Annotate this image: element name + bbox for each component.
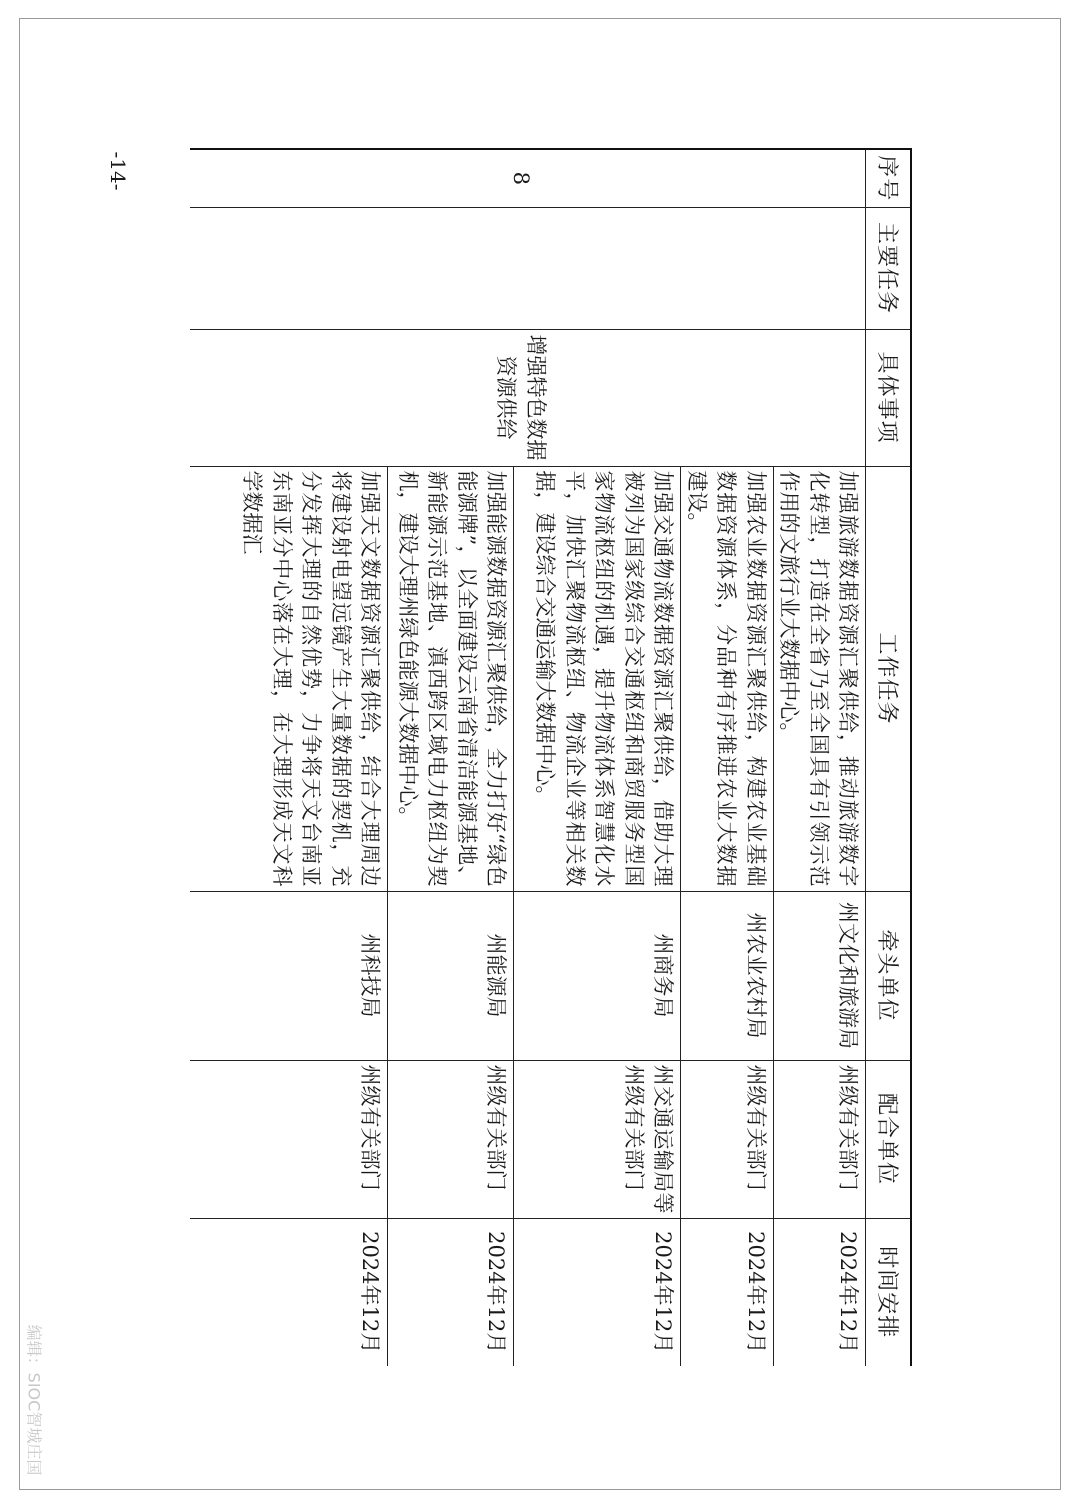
time-cell: 2024年12月 xyxy=(681,1218,774,1366)
header-lead-unit: 牵头单位 xyxy=(866,891,911,1060)
coop-unit-cell: 州级有关部门 xyxy=(681,1060,774,1218)
time-cell: 2024年12月 xyxy=(514,1218,681,1366)
work-task-cell: 加强农业数据资源汇聚供给，构建农业基础数据资源体系，分品种有序推进农业大数据建设。 xyxy=(681,466,774,891)
time-cell: 2024年12月 xyxy=(388,1218,514,1366)
watermark: 编辑：SIOC智城庄国 xyxy=(24,1324,44,1476)
table-rotated xyxy=(190,148,912,1366)
lead-unit-cell: 州文化和旅游局 xyxy=(774,891,867,1060)
header-item: 具体事项 xyxy=(866,329,911,466)
item-cell: 增强特色数据资源供给 xyxy=(190,329,866,466)
time-cell: 2024年12月 xyxy=(190,1218,388,1366)
work-task-cell: 加强能源数据资源汇聚供给，全力打好“绿色能源牌”，以全面建设云南省清洁能源基地、新能源示范基地、滇西跨区域电力枢纽为契机，建设大理州绿色能源大数据中心。 xyxy=(388,466,514,891)
header-time: 时间安排 xyxy=(866,1218,911,1366)
lead-unit-cell: 州商务局 xyxy=(514,891,681,1060)
work-task-cell: 加强天文数据资源汇聚供给，结合大理周边将建设射电望远镜产生大量数据的契机，充分发挥大理的自然优势，力争将天文台南亚东南亚分中心落在大理，在大理形成天文科学数据汇 xyxy=(190,466,388,891)
header-seq: 序号 xyxy=(866,149,911,207)
coop-unit-cell: 州级有关部门 xyxy=(388,1060,514,1218)
work-task-cell: 加强交通物流数据资源汇聚供给，借助大理被列为国家级综合交通枢纽和商贸服务型国家物流枢纽的机遇，提升物流体系智慧化水平，加快汇聚物流枢纽、物流企业等相关数据，建设综合交通运输大数据中心。 xyxy=(514,466,681,891)
lead-unit-cell: 州农业农村局 xyxy=(681,891,774,1060)
table-container xyxy=(190,148,912,1366)
work-task-table xyxy=(190,148,912,1366)
coop-unit-cell: 州级有关部门 xyxy=(774,1060,867,1218)
lead-unit-cell: 州科技局 xyxy=(190,891,388,1060)
header-main-task: 主要任务 xyxy=(866,207,911,329)
work-task-cell: 加强旅游数据资源汇聚供给，推动旅游数字化转型，打造在全省乃至全国具有引领示范作用的文旅行业大数据中心。 xyxy=(774,466,867,891)
table-row xyxy=(774,149,867,1366)
time-cell: 2024年12月 xyxy=(774,1218,867,1366)
main-task-cell xyxy=(190,207,866,329)
header-row xyxy=(866,149,911,1366)
header-work-task: 工作任务 xyxy=(866,466,911,891)
coop-unit-cell: 州级有关部门 xyxy=(190,1060,388,1218)
page-number: -14- xyxy=(106,151,130,191)
coop-unit-cell: 州交通运输局等州级有关部门 xyxy=(514,1060,681,1218)
header-coop-unit: 配合单位 xyxy=(866,1060,911,1218)
seq-cell: 8 xyxy=(190,149,866,207)
lead-unit-cell: 州能源局 xyxy=(388,891,514,1060)
